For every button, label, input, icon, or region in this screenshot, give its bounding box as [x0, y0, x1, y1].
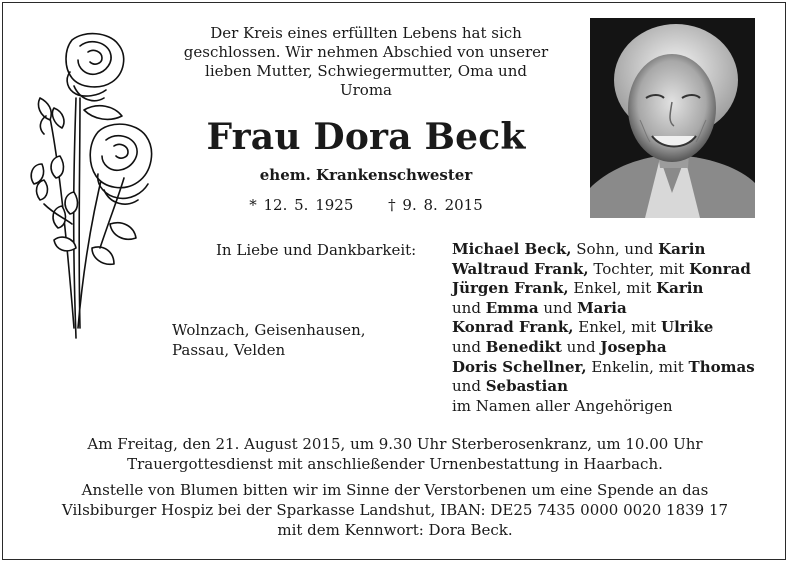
mourner-relation: Enkel, mit — [568, 279, 657, 298]
mourner-relation: im Namen aller Angehörigen — [452, 396, 673, 415]
portrait-photo — [590, 18, 755, 218]
birth-date: * 12. 5. 1925 — [249, 196, 354, 214]
donation-info: Anstelle von Blumen bitten wir im Sinne der Verstorbenen um eine Spende an das Vilsbiburger Hospiz bei der Sparkasse Landshut, IBAN: DE25 7435 0000 0020 1839 17 mit dem Kennwort: Dora Beck. — [61, 481, 729, 539]
mourner-name: Konrad Frank, — [452, 318, 574, 337]
mourner-relation: Tochter, mit — [588, 259, 690, 278]
occupation: ehem. Krankenschwester — [259, 166, 473, 184]
mourner-name: Jürgen Frank, — [452, 279, 569, 298]
mourner-name: Konrad — [689, 259, 751, 278]
mourner-line — [452, 397, 762, 417]
mourner-name: Josepha — [600, 337, 667, 356]
life-dates — [172, 196, 560, 214]
mourner-name: Karin — [658, 240, 706, 258]
mourner-name: Doris Schellner, — [452, 357, 587, 376]
mourner-name: Emma — [485, 298, 539, 317]
mourner-name: Ulrike — [660, 318, 714, 337]
mourner-relation: Enkel, mit — [573, 318, 661, 337]
mourner-relation: Sohn, und — [571, 240, 659, 258]
mourner-relation: und — [452, 377, 486, 396]
mourner-name: Karin — [656, 279, 704, 298]
mourner-line — [452, 338, 762, 358]
mourner-line — [452, 240, 762, 260]
mourners-list — [452, 240, 762, 416]
mourner-name: Waltraud Frank, — [452, 259, 589, 278]
mourner-line — [452, 260, 762, 280]
mourner-relation: und — [452, 298, 486, 317]
mourner-relation: und — [452, 337, 486, 356]
death-date: † 9. 8. 2015 — [388, 196, 483, 214]
mourner-name: Benedikt — [485, 337, 562, 356]
mourner-name: Maria — [577, 298, 627, 317]
thanks-label: In Liebe und Dankbarkeit: — [216, 241, 417, 259]
mourner-line — [452, 279, 762, 299]
mourner-line — [452, 377, 762, 397]
mourner-line — [452, 299, 762, 319]
places: Wolnzach, Geisenhausen, Passau, Velden — [172, 321, 366, 359]
roses-icon — [14, 28, 164, 348]
mourner-line — [452, 318, 762, 338]
mourner-relation: Enkelin, mit — [586, 357, 689, 376]
mourner-name: Michael Beck, — [452, 240, 572, 258]
mourner-relation: und — [538, 298, 578, 317]
mourner-name: Thomas — [688, 357, 755, 376]
mourner-name: Sebastian — [485, 377, 568, 396]
service-info: Am Freitag, den 21. August 2015, um 9.30 Uhr Sterberosenkranz, um 10.00 Uhr Trauergottesdienst mit anschließender Urnenbestattung in Haarbach. — [87, 435, 703, 473]
mourner-relation: und — [561, 337, 601, 356]
deceased-name: Frau Dora Beck — [206, 116, 526, 158]
mourner-line — [452, 358, 762, 378]
intro-text: Der Kreis eines erfüllten Lebens hat sich geschlossen. Wir nehmen Abschied von unserer lieben Mutter, Schwiegermutter, Oma und Uroma — [183, 24, 549, 99]
